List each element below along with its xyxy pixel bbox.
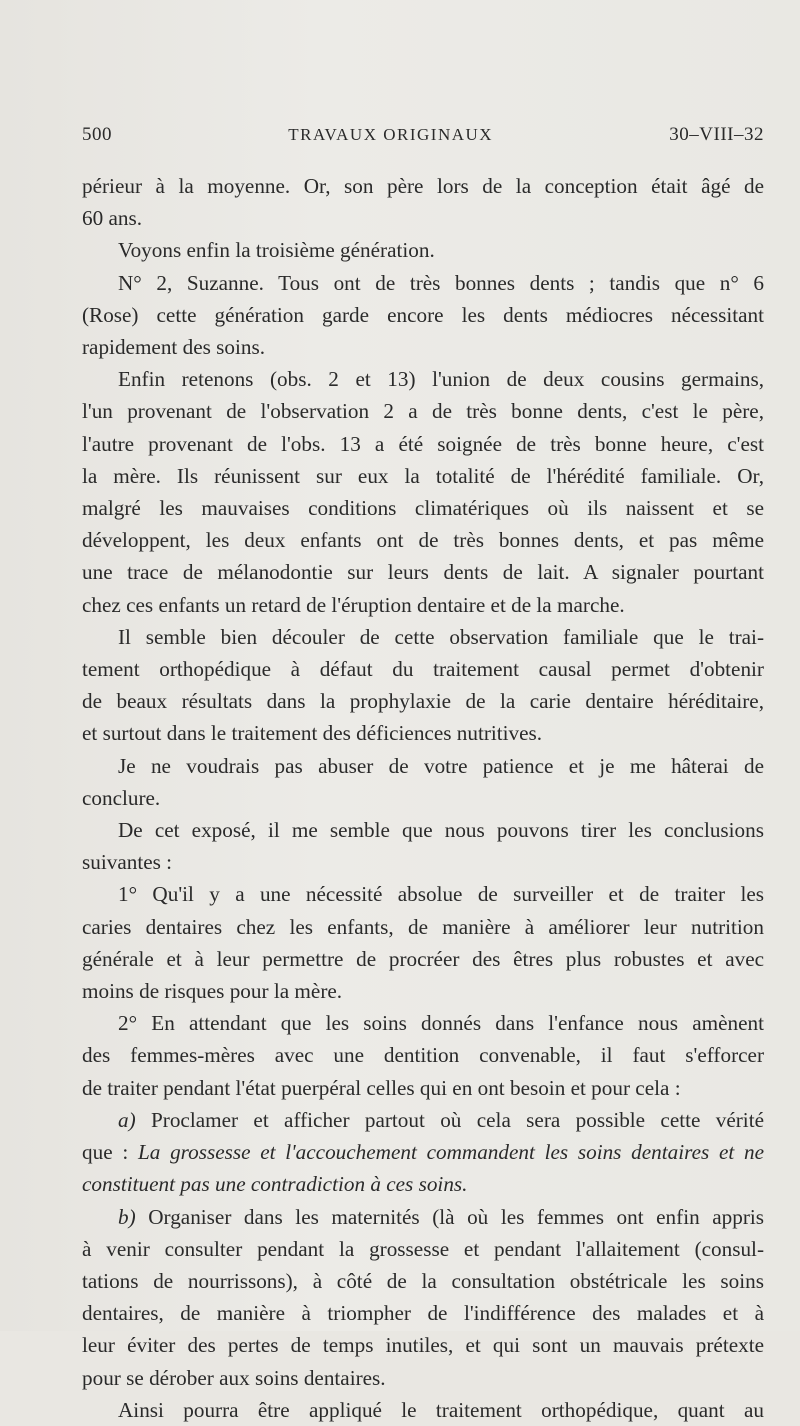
text-line: moins de risques pour la mère. <box>82 979 343 1004</box>
text-line: N° 2, Suzanne. Tous ont de très bonnes dents ; tandis que n° 6 <box>118 270 764 295</box>
item-a-line-2 <box>82 1136 764 1168</box>
paragraphs <box>82 170 764 1104</box>
running-title: TRAVAUX ORIGINAUX <box>288 125 494 144</box>
item-b-line: leur éviter des pertes de temps inutiles, et qui sont un mauvais prétexte <box>82 1333 764 1358</box>
text-line: développent, les deux enfants ont de très bonnes dents, et pas même <box>82 528 764 553</box>
text-line: 2° En attendant que les soins donnés dans l'enfance nous amènent <box>118 1011 764 1036</box>
page-number: 500 <box>82 124 112 145</box>
text-line: la mère. Ils réunissent sur eux la totalité de l'hérédité familiale. Or, <box>82 463 764 488</box>
text-line: périeur à la moyenne. Or, son père lors de la conception était âgé de <box>82 174 764 198</box>
text-line: l'autre provenant de l'obs. 13 a été soignée de très bonne heure, c'est <box>82 431 764 456</box>
text-line: de traiter pendant l'état puerpéral celles qui en ont besoin et pour cela : <box>82 1075 681 1100</box>
text-line: De cet exposé, il me semble que nous pouvons tirer les conclusions <box>118 818 764 843</box>
item-a-text: Proclamer et afficher partout où cela sera possible cette vérité <box>151 1107 764 1132</box>
text-line: chez ces enfants un retard de l'éruption dentaire et de la marche. <box>82 592 625 617</box>
item-b-marker: b) <box>118 1204 136 1229</box>
text-line: 1° Qu'il y a une nécessité absolue de surveiller et de traiter les <box>118 882 764 907</box>
item-b <box>82 1201 764 1394</box>
item-b-line <box>82 1201 764 1233</box>
text-line: l'un provenant de l'observation 2 a de très bonne dents, c'est le père, <box>82 399 764 424</box>
text-line: conclure. <box>82 785 161 810</box>
text-line: Il semble bien découler de cette observation familiale que le trai- <box>118 624 764 649</box>
last-line: Ainsi pourra être appliqué le traitement orthopédique, quant au <box>118 1397 764 1422</box>
item-a-italic-1: La grossesse et l'accouchement commandent les soins dentaires et ne <box>137 1140 764 1165</box>
text-line: suivantes : <box>82 850 173 875</box>
text-line: Je ne voudrais pas abuser de votre patience et je me hâterai de <box>118 753 764 778</box>
item-b-line: pour se dérober aux soins dentaires. <box>82 1365 386 1390</box>
text-line: tement orthopédique à défaut du traitement causal permet d'obtenir <box>82 657 764 682</box>
text-line: Voyons enfin la troisième génération. <box>118 238 435 263</box>
item-b-text: Organiser dans les maternités (là où les femmes ont enfin appris <box>148 1204 765 1229</box>
text-line: malgré les mauvaises conditions climatériques où ils naissent et se <box>82 496 764 521</box>
text-line: une trace de mélanodontie sur leurs dents de lait. A signaler pourtant <box>82 560 764 585</box>
issue-date: 30–VIII–32 <box>669 124 764 145</box>
item-a-marker: a) <box>118 1107 136 1132</box>
item-b-line: tations de nourrissons), à côté de la consultation obstétricale les soins <box>82 1268 764 1293</box>
item-b-line: dentaires, de manière à triompher de l'indifférence des malades et à <box>82 1301 764 1326</box>
text-line: de beaux résultats dans la prophylaxie de la carie dentaire héréditaire, <box>82 689 764 714</box>
item-a-italic-2: constituent pas une contradiction à ces soins. <box>82 1172 468 1197</box>
text-line: Enfin retenons (obs. 2 et 13) l'union de deux cousins germains, <box>118 367 764 392</box>
text-line: rapidement des soins. <box>82 335 266 360</box>
item-b-line: à venir consulter pendant la grossesse et pendant l'allaitement (consul- <box>82 1236 764 1261</box>
text-line: des femmes-mères avec une dentition convenable, il faut s'efforcer <box>82 1043 764 1068</box>
text-line: et surtout dans le traitement des déficiences nutritives. <box>82 721 543 746</box>
text-line: générale et à leur permettre de procréer des êtres plus robustes et avec <box>82 946 764 971</box>
running-header <box>82 124 764 146</box>
text-line: (Rose) cette génération garde encore les dents médiocres nécessitant <box>82 302 764 327</box>
item-a-prefix: que : <box>82 1140 138 1165</box>
text-line: 60 ans. <box>82 206 143 231</box>
body-text <box>82 170 764 1426</box>
text-line: caries dentaires chez les enfants, de manière à améliorer leur nutrition <box>82 914 764 939</box>
item-a-line-1 <box>82 1104 764 1136</box>
item-a-line-3 <box>82 1168 764 1200</box>
